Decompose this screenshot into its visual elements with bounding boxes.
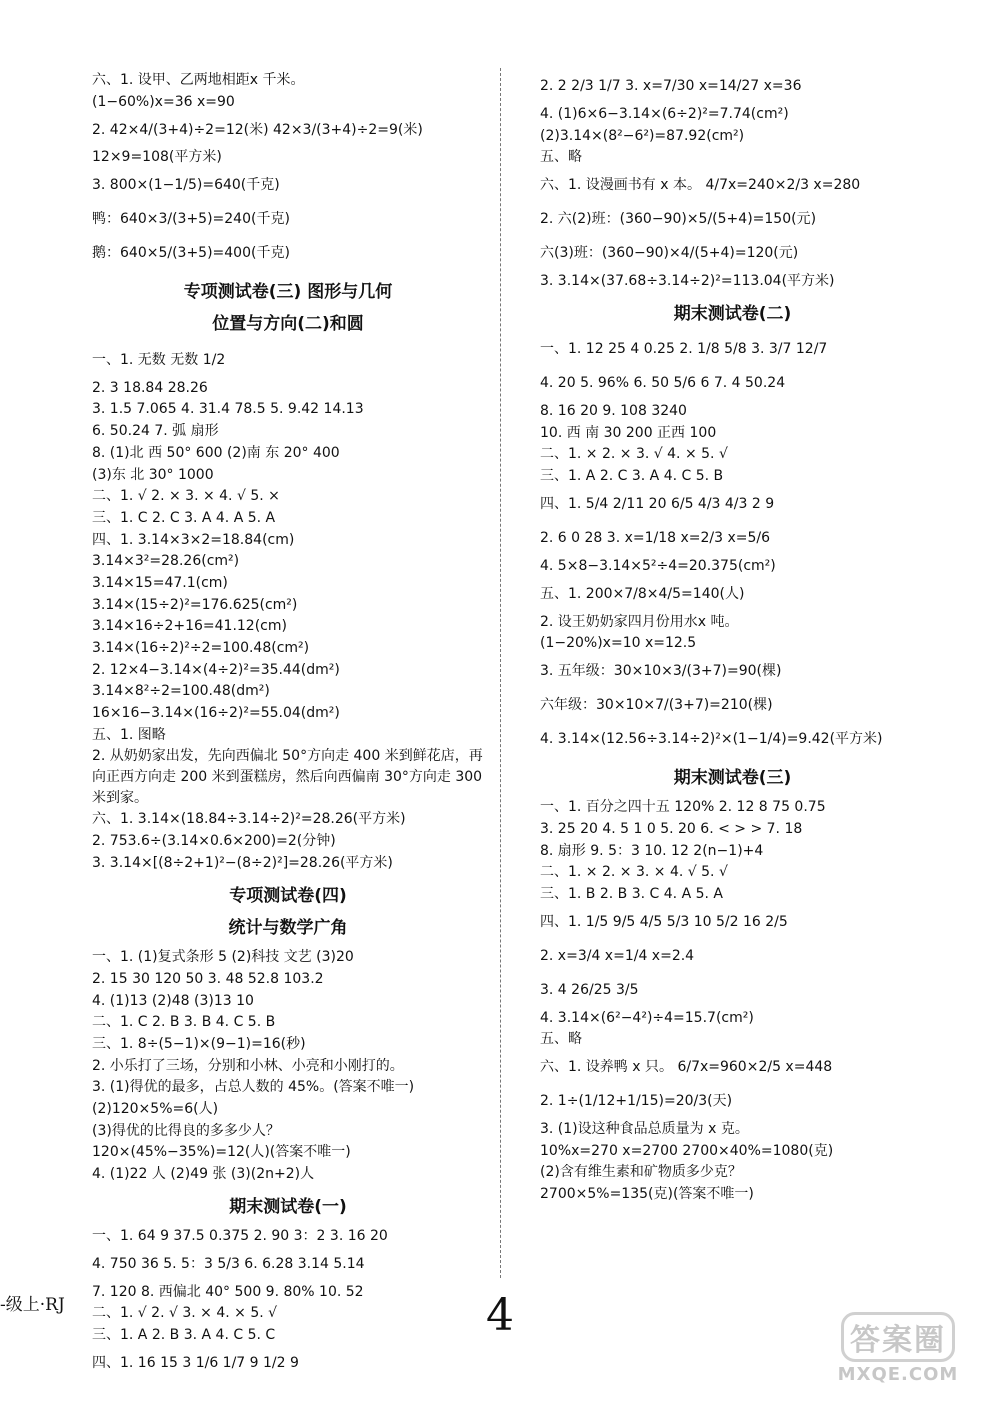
answer-line: 7. 120 8. 西偏北 40° 500 9. 80% 10. 52 (92, 1283, 364, 1300)
answer-line: 4. 3.14×(12.56÷3.14÷2)²×(1−1/4)=9.42(平方米) (540, 731, 883, 748)
answer-line: 2. 1÷(1/12+1/15)=20/3(天) (540, 1093, 733, 1110)
answer-line: 三、1. B 2. B 3. C 4. A 5. A (540, 886, 723, 902)
answer-line: 一、1. 无数 无数 1/2 (92, 351, 226, 368)
answer-line: 六年级：30×10×7/(3+7)=210(棵) (540, 697, 773, 714)
answer-line: 五、1. 图略 (92, 726, 166, 743)
section-heading: 专项测试卷(三) 图形与几何 (183, 282, 393, 303)
answer-line: (2)3.14×(8²−6²)=87.92(cm²) (540, 127, 745, 144)
answer-line: 三、1. 8÷(5−1)×(9−1)=16(秒) (92, 1035, 306, 1052)
left-column (92, 70, 484, 1381)
answer-line: (1−60%)x=36 x=90 (92, 93, 235, 110)
answer-line: 二、1. C 2. B 3. B 4. C 5. B (92, 1014, 276, 1031)
section-subheading: 统计与数学广角 (228, 917, 348, 938)
answer-line: (3)得优的比得良的多多少人？ (92, 1122, 280, 1139)
watermark-logo (818, 1312, 978, 1396)
answer-line: 4. (1)22 人 (2)49 张 (3)(2n+2)人 (92, 1166, 315, 1183)
answer-line: 鹅：640×5/(3+5)=400(千克) (92, 245, 290, 262)
answer-line: 3.14×3²=28.26(cm²) (92, 553, 240, 570)
answer-line: 2. 42×4/(3+4)÷2=12(米) 42×3/(3+4)÷2=9(米) (92, 121, 423, 138)
answer-line: 五、1. 200×7/8×4/5=140(人) (540, 585, 745, 602)
section-heading: 期末测试卷(二) (673, 303, 792, 324)
answer-line: 3. (1)得优的最多，占总人数的 45%。(答案不唯一) (92, 1079, 415, 1096)
answer-line: 6. 50.24 7. 弧 扇形 (92, 423, 219, 440)
grade-footer: -级上·RJ (0, 1295, 65, 1315)
answer-line: 四、1. 16 15 3 1/6 1/7 9 1/2 9 (92, 1355, 299, 1371)
answer-line: 3.14×8²÷2=100.48(dm²) (92, 683, 270, 700)
answer-paragraph: 2. 从奶奶家出发，先向西偏北 50°方向走 400 米到鲜花店，再向正西方向走 200 米到蛋糕房，然后向西偏南 30°方向走 300 米到家。 (92, 748, 483, 807)
column-divider (500, 68, 501, 1278)
answer-line: 16×16−3.14×(16÷2)²=55.04(dm²) (92, 705, 340, 722)
answer-line: 六、1. 3.14×(18.84÷3.14÷2)²=28.26(平方米) (92, 811, 406, 828)
answer-line: 五、略 (540, 149, 582, 166)
answer-line: 4. 5×8−3.14×5²÷4=20.375(cm²) (540, 557, 776, 574)
answer-line: 3.14×(16÷2)²÷2=100.48(cm²) (92, 640, 310, 656)
answer-line: 三、1. A 2. B 3. A 4. C 5. C (92, 1327, 276, 1344)
answer-line: 一、1. 百分之四十五 120% 2. 12 8 75 0.75 (540, 799, 826, 816)
answer-line: 2. x=3/4 x=1/4 x=2.4 (540, 947, 695, 964)
answer-line: 3.14×16÷2+16=41.12(cm) (92, 618, 287, 635)
answer-line: 鸭：640×3/(3+5)=240(千克) (92, 211, 290, 228)
answer-line: 4. (1)6×6−3.14×(6÷2)²=7.74(cm²) (540, 106, 789, 122)
answer-line: 10. 西 南 30 200 正西 100 (540, 424, 717, 441)
answer-line: 8. 扇形 9. 5：3 10. 12 2(n−1)+4 (540, 842, 764, 859)
answer-line: 3. 五年级：30×10×3/(3+7)=90(棵) (540, 663, 782, 680)
answer-line: 六(3)班：(360−90)×4/(5+4)=120(元) (540, 245, 799, 262)
answer-line: 2. 3 18.84 28.26 (92, 379, 208, 396)
answer-line: 4. 3.14×(6²−4²)÷4=15.7(cm²) (540, 1009, 754, 1026)
answer-line: 二、1. √ 2. × 3. × 4. √ 5. × (92, 488, 280, 505)
answer-line: 三、1. A 2. C 3. A 4. C 5. B (540, 468, 724, 485)
page-number: 4 (486, 1290, 514, 1341)
answer-line: 2. 六(2)班：(360−90)×5/(5+4)=150(元) (540, 211, 817, 228)
answer-line: 8. 16 20 9. 108 3240 (540, 403, 687, 420)
answer-line: 2. 2 2/3 1/7 3. x=7/30 x=14/27 x=36 (540, 78, 802, 95)
answer-line: 二、1. √ 2. √ 3. × 4. × 5. √ (92, 1305, 278, 1322)
answer-line: 3. 4 26/25 3/5 (540, 981, 639, 998)
answer-line: 120×(45%−35%)=12(人)(答案不唯一) (92, 1144, 351, 1161)
answer-line: 2. 15 30 120 50 3. 48 52.8 103.2 (92, 970, 324, 987)
answer-line: 六、1. 设甲、乙两地相距x 千米。 (92, 72, 305, 88)
section-subheading: 位置与方向(二)和圆 (212, 314, 364, 335)
answer-line: 3. 3.14×(37.68÷3.14÷2)²=113.04(平方米) (540, 273, 835, 290)
answer-line: 2700×5%=135(克)(答案不唯一) (540, 1186, 754, 1203)
answer-line: 3. 3.14×[(8÷2+1)²−(8÷2)²]=28.26(平方米) (92, 854, 393, 871)
answer-line: 2. 小乐打了三场，分别和小林、小亮和小刚打的。 (92, 1057, 404, 1074)
answer-line: 4. 750 36 5. 5：3 5/3 6. 6.28 3.14 5.14 (92, 1255, 365, 1272)
answer-line: 3.14×(15÷2)²=176.625(cm²) (92, 596, 298, 613)
answer-line: 二、1. × 2. × 3. × 4. √ 5. √ (540, 864, 728, 881)
answer-line: (2)120×5%=6(人) (92, 1101, 219, 1117)
answer-line: 三、1. C 2. C 3. A 4. A 5. A (92, 509, 276, 526)
answer-line: 四、1. 1/5 9/5 4/5 5/3 10 5/2 16 2/5 (540, 913, 788, 930)
section-heading: 期末测试卷(三) (673, 767, 792, 788)
answer-line: 4. (1)13 (2)48 (3)13 10 (92, 992, 254, 1009)
answer-line: 四、1. 3.14×3×2=18.84(cm) (92, 531, 295, 548)
answer-line: 2. 12×4−3.14×(4÷2)²=35.44(dm²) (92, 661, 340, 678)
answer-line: 六、1. 设漫画书有 x 本。 4/7x=240×2/3 x=280 (540, 177, 861, 194)
answer-line: 12×9=108(平方米) (92, 149, 222, 166)
right-column (540, 70, 925, 1206)
answer-line: 一、1. (1)复式条形 5 (2)科技 文艺 (3)20 (92, 949, 354, 966)
answer-line: 2. 753.6÷(3.14×0.6×200)=2(分钟) (92, 833, 336, 850)
answer-line: 六、1. 设养鸭 x 只。 6/7x=960×2/5 x=448 (540, 1059, 833, 1076)
answer-line: 3. (1)设这种食品总质量为 x 克。 (540, 1121, 749, 1138)
answer-line: 2. 设王奶奶家四月份用水x 吨。 (540, 613, 739, 630)
answer-line: 二、1. × 2. × 3. √ 4. × 5. √ (540, 446, 728, 463)
answer-line: 3.14×15=47.1(cm) (92, 574, 228, 591)
answer-line: 3. 800×(1−1/5)=640(千克) (92, 177, 280, 194)
answer-line: 一、1. 12 25 4 0.25 2. 1/8 5/8 3. 3/7 12/7 (540, 341, 828, 358)
answer-line: 4. 20 5. 96% 6. 50 5/6 6 7. 4 50.24 (540, 375, 786, 392)
section-heading: 期末测试卷(一) (229, 1196, 347, 1217)
section-heading: 专项测试卷(四) (229, 885, 347, 906)
answer-line: (2)含有维生素和矿物质多少克？ (540, 1164, 742, 1181)
answer-line: 8. (1)北 西 50° 600 (2)南 东 20° 400 (92, 444, 340, 461)
answer-line: (3)东 北 30° 1000 (92, 466, 214, 483)
answer-line: 一、1. 64 9 37.5 0.375 2. 90 3：2 3. 16 20 (92, 1228, 388, 1245)
watermark-text: 答案圈 (841, 1312, 955, 1362)
answer-line: 3. 1.5 7.065 4. 31.4 78.5 5. 9.42 14.13 (92, 401, 364, 418)
answer-line: 四、1. 5/4 2/11 20 6/5 4/3 4/3 2 9 (540, 496, 775, 512)
answer-line: (1−20%)x=10 x=12.5 (540, 635, 697, 652)
answer-line: 2. 6 0 28 3. x=1/18 x=2/3 x=5/6 (540, 530, 771, 546)
answer-line: 五、略 (540, 1031, 582, 1048)
watermark-url: MXQE.COM (837, 1364, 959, 1385)
answer-line: 10%x=270 x=2700 2700×40%=1080(克) (540, 1142, 834, 1159)
answer-line: 3. 25 20 4. 5 1 0 5. 20 6. < > > 7. 18 (540, 820, 803, 837)
